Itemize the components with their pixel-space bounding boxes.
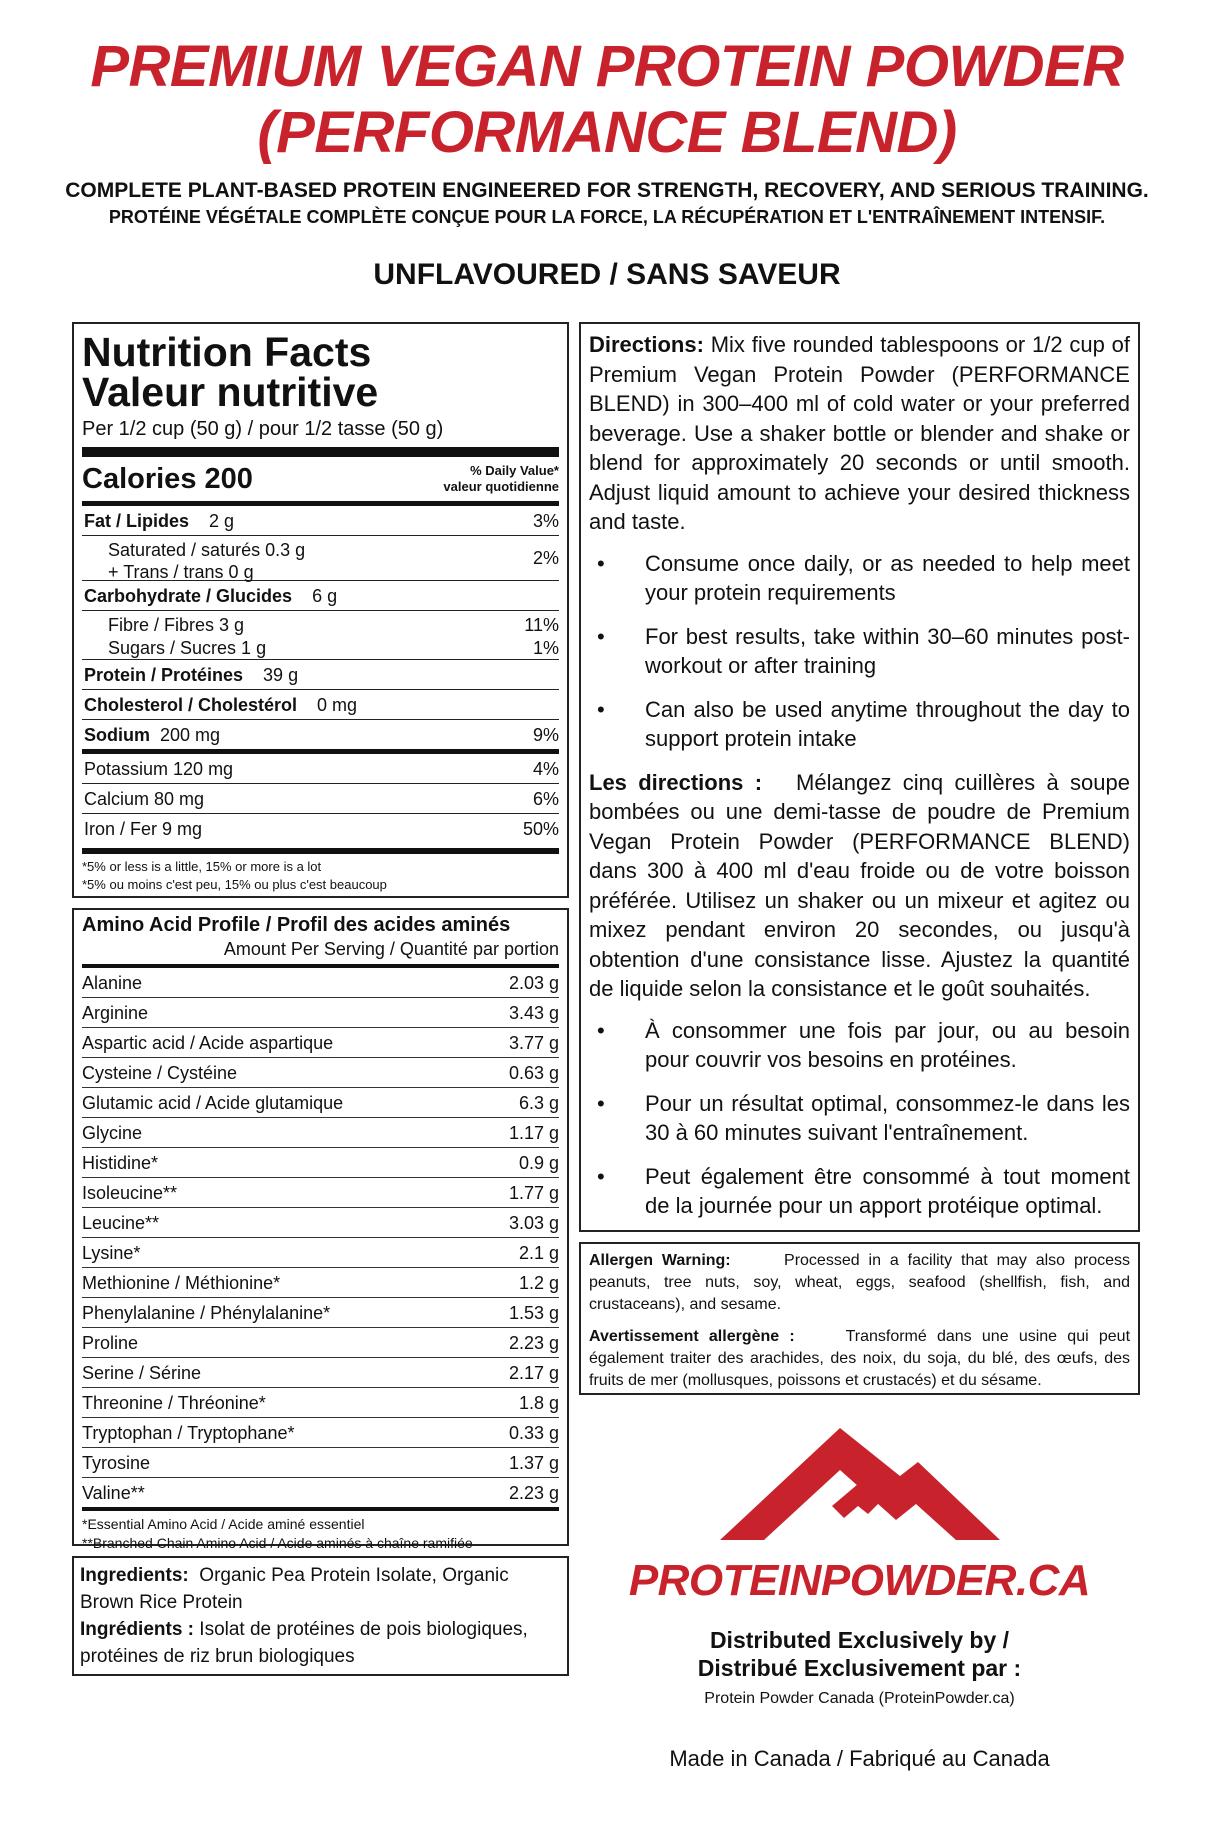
distributed-by (579, 1626, 1140, 1682)
nutrient-label: Protein / Protéines (84, 665, 244, 685)
amino-name: Alanine (82, 973, 143, 993)
amino-value: 0.33 g (508, 1423, 559, 1443)
nutrient-row-iron (82, 814, 559, 843)
nutrient-row-saturated-trans (82, 536, 559, 581)
amino-value: 1.2 g (518, 1273, 559, 1293)
nutrient-label: Calcium 80 mg (84, 789, 205, 809)
nutrient-row-protein (82, 660, 559, 690)
direction-bullet (589, 1162, 1130, 1221)
amino-row (82, 1118, 559, 1148)
nutrient-label: Sodium (84, 725, 150, 745)
ingredients-en (80, 1562, 561, 1616)
amino-subtitle: Amount Per Serving / Quantité par portion (82, 939, 559, 968)
amino-footnote-1: *Essential Amino Acid / Acide aminé essentiel (82, 1516, 365, 1532)
nutrient-saturated: Saturated / saturés 0.3 g (108, 540, 306, 560)
amino-name: Valine** (82, 1483, 145, 1503)
ingredients-label-fr: Ingrédients : (80, 1619, 195, 1640)
bullet-icon: • (597, 696, 605, 722)
amino-name: Tryptophan / Tryptophane* (82, 1423, 295, 1443)
amino-value: 0.63 g (508, 1063, 559, 1083)
calories-row (82, 457, 559, 506)
allergen-label-en: Allergen Warning: (589, 1252, 731, 1269)
directions-panel (579, 322, 1140, 1232)
amino-row (82, 998, 559, 1028)
nutrient-label: Fat / Lipides (84, 511, 190, 531)
nutrient-dv: 4% (532, 759, 559, 779)
direction-bullet (589, 1089, 1130, 1148)
daily-value-label-fr: valeur quotidienne (443, 479, 559, 494)
amino-name: Isoleucine** (82, 1183, 178, 1203)
bullet-text: Peut également être consommé à tout moment de la journée pour un apport protéique optimal. (645, 1163, 1130, 1218)
title-line-2: (PERFORMANCE BLEND) (257, 100, 957, 165)
nutrient-fibre: Fibre / Fibres 3 g (108, 615, 245, 635)
amino-row (82, 1058, 559, 1088)
nutrient-label: Carbohydrate / Glucides (84, 586, 293, 606)
nutrient-dv: 9% (532, 725, 559, 745)
nutrient-label: Iron / Fer 9 mg (84, 819, 203, 839)
direction-bullet (589, 622, 1130, 681)
amino-name: Proline (82, 1333, 139, 1353)
amino-value: 0.9 g (518, 1153, 559, 1173)
amino-title: Amino Acid Profile / Profil des acides aminés (82, 914, 511, 936)
amino-row (82, 1358, 559, 1388)
flavour-label: UNFLAVOURED / SANS SAVEUR (373, 258, 841, 291)
bullet-icon: • (597, 1017, 605, 1043)
amino-row (82, 1238, 559, 1268)
allergen-text-fr: Transformé dans une usine qui peut également traiter des arachides, des noix, du soja, du blé, des œufs, des fruits de mer (mollusques, poissons et crustacés) et du sésame. (589, 1328, 1131, 1389)
allergen-fr (589, 1326, 1130, 1392)
nutrition-title (82, 329, 559, 415)
amino-value: 2.17 g (508, 1363, 559, 1383)
amino-name: Glycine (82, 1123, 143, 1143)
amino-value: 2.23 g (508, 1483, 559, 1503)
amino-value: 6.3 g (518, 1093, 559, 1113)
amino-value: 1.17 g (508, 1123, 559, 1143)
directions-label-fr: Les directions : (589, 769, 763, 795)
direction-bullet (589, 549, 1130, 608)
amino-value: 1.53 g (508, 1303, 559, 1323)
amino-row (82, 1328, 559, 1358)
amino-value: 2.1 g (518, 1243, 559, 1263)
bullet-icon: • (597, 550, 605, 576)
nutrient-row-fat (82, 506, 559, 536)
made-in-canada: Made in Canada / Fabriqué au Canada (669, 1746, 1050, 1771)
nutrition-title-fr: Valeur nutritive (82, 369, 379, 415)
nutrition-footnote (82, 848, 559, 894)
amino-name: Histidine* (82, 1153, 159, 1173)
directions-text-fr: Mélangez cinq cuillères à soupe bombées ou une demi-tasse de poudre de Premium Vegan Protein Powder (PERFORMANCE BLEND) dans 300 à 400 ml d'eau froide ou de votre boisson préférée. Utilisez un shaker ou un mixeur et agitez ou mixez pendant environ 20 secondes, ou jusqu'à obtention d'une consistance lisse. Ajustez la quantité de liquide selon la consistance et le goût souhaités. (589, 769, 1130, 1001)
bullet-text: À consommer une fois par jour, ou au besoin pour couvrir vos besoins en protéines. (645, 1017, 1130, 1072)
nutrition-facts-panel (72, 322, 569, 898)
nutrient-amount: 2 g (209, 511, 235, 531)
nutrition-title-en: Nutrition Facts (82, 329, 372, 375)
amino-footnote-2: **Branched Chain Amino Acid / Acide aminés à chaîne ramifiée (82, 1535, 473, 1551)
nutrient-trans: + Trans / trans 0 g (108, 562, 254, 582)
amino-acid-panel (72, 908, 569, 1551)
nutrient-amount: 200 mg (160, 725, 221, 745)
bullet-text: Pour un résultat optimal, consommez-le dans les 30 à 60 minutes suivant l'entraînement. (645, 1090, 1130, 1145)
ingredients-text-en: Organic Pea Protein Isolate, Organic Brown Rice Protein (80, 1565, 509, 1613)
amino-row (82, 1448, 559, 1478)
nutrient-row-cholesterol (82, 690, 559, 720)
daily-value-label-en: % Daily Value* (470, 463, 559, 478)
ingredients-panel (72, 1556, 569, 1676)
nutrient-amount: 0 mg (317, 695, 358, 715)
amino-row (82, 1148, 559, 1178)
nutrient-row-potassium (82, 754, 559, 784)
serving-size: Per 1/2 cup (50 g) / pour 1/2 tasse (50 g) (82, 418, 559, 457)
ingredients-fr (80, 1616, 561, 1670)
amino-value: 2.03 g (508, 973, 559, 993)
ingredients-label-en: Ingredients: (80, 1565, 189, 1586)
nutrient-dv: 50% (522, 819, 559, 839)
amino-name: Tyrosine (82, 1453, 151, 1473)
nutrient-dv: 2% (532, 548, 559, 568)
amino-row (82, 1178, 559, 1208)
amino-name: Lysine* (82, 1243, 141, 1263)
direction-bullet (589, 1016, 1130, 1075)
amino-name: Serine / Sérine (82, 1363, 202, 1383)
nutrient-dv: 11% (524, 615, 559, 635)
nutrient-sugars: Sugars / Sucres 1 g (108, 638, 267, 658)
distributed-en: Distributed Exclusively by / (709, 1627, 1010, 1653)
amino-name: Phenylalanine / Phénylalanine* (82, 1303, 331, 1323)
allergen-panel (579, 1242, 1140, 1395)
amino-value: 1.37 g (508, 1453, 559, 1473)
ingredients-text-fr: Isolat de protéines de pois biologiques, protéines de riz brun biologiques (80, 1619, 528, 1667)
subtitle-french: PROTÉINE VÉGÉTALE COMPLÈTE CONÇUE POUR LA FORCE, LA RÉCUPÉRATION ET L'ENTRAÎNEMENT INTENSIF. (108, 207, 1106, 227)
directions-en (589, 330, 1130, 537)
amino-name: Leucine** (82, 1213, 160, 1233)
distributed-fr: Distribué Exclusivement par : (697, 1655, 1022, 1681)
directions-bullets-en (589, 549, 1130, 754)
title-line-1: PREMIUM VEGAN PROTEIN POWDER (90, 34, 1124, 99)
bullet-text: Can also be used anytime throughout the day to support protein intake (645, 696, 1130, 751)
footnote-fr: *5% ou moins c'est peu, 15% ou plus c'est beaucoup (82, 877, 387, 892)
amino-row (82, 1088, 559, 1118)
amino-row (82, 1298, 559, 1328)
amino-row (82, 1208, 559, 1238)
nutrient-row-fibre-sugars (82, 611, 559, 660)
nutrient-amount: 39 g (263, 665, 299, 685)
allergen-label-fr: Avertissement allergène : (589, 1328, 795, 1345)
directions-bullets-fr (589, 1016, 1130, 1221)
calories: Calories 200 (82, 463, 253, 495)
nutrient-row-sodium (82, 720, 559, 754)
bullet-icon: • (597, 623, 605, 649)
amino-row (82, 1028, 559, 1058)
directions-fr (589, 768, 1130, 1004)
directions-text-en: Mix five rounded tablespoons or 1/2 cup of Premium Vegan Protein Powder (PERFORMANCE BLEND) in 300–400 ml of cold water or your preferred beverage. Use a shaker bottle or blender and shake or blend for approximately 20 seconds or until smooth. Adjust liquid amount to achieve your desired thickness and taste. (589, 332, 1130, 534)
amino-footnote (82, 1515, 559, 1553)
allergen-en (589, 1250, 1130, 1316)
amino-name: Arginine (82, 1003, 149, 1023)
amino-value: 1.8 g (518, 1393, 559, 1413)
product-title (0, 34, 1214, 166)
nutrient-label: Potassium 120 mg (84, 759, 234, 779)
amino-value: 3.43 g (508, 1003, 559, 1023)
nutrient-row-carbohydrate (82, 581, 559, 611)
amino-row (82, 1478, 559, 1511)
amino-row (82, 968, 559, 998)
brand-name: PROTEINPOWDER.CA (628, 1556, 1091, 1605)
amino-value: 2.23 g (508, 1333, 559, 1353)
nutrient-dv: 1% (532, 638, 559, 658)
amino-rows (82, 968, 559, 1511)
amino-name: Aspartic acid / Acide aspartique (82, 1033, 334, 1053)
bullet-icon: • (597, 1163, 605, 1189)
mountain-icon (720, 1428, 1000, 1540)
subtitle-english: COMPLETE PLANT-BASED PROTEIN ENGINEERED FOR STRENGTH, RECOVERY, AND SERIOUS TRAINING. (65, 179, 1149, 202)
daily-value-header (443, 463, 559, 495)
nutrient-row-calcium (82, 784, 559, 814)
nutrient-dv: 3% (532, 511, 559, 531)
amino-row (82, 1388, 559, 1418)
bullet-icon: • (597, 1090, 605, 1116)
amino-row (82, 1268, 559, 1298)
nutrient-amount: 6 g (312, 586, 338, 606)
nutrient-dv: 6% (532, 789, 559, 809)
amino-name: Cysteine / Cystéine (82, 1063, 238, 1083)
amino-name: Methionine / Méthionine* (82, 1273, 281, 1293)
amino-name: Threonine / Thréonine* (82, 1393, 266, 1413)
bullet-text: Consume once daily, or as needed to help meet your protein requirements (645, 550, 1130, 605)
direction-bullet (589, 695, 1130, 754)
allergen-text-en: Processed in a facility that may also process peanuts, tree nuts, soy, wheat, eggs, seafood (shellfish, fish, and crustaceans), and sesame. (589, 1252, 1131, 1313)
footnote-en: *5% or less is a little, 15% or more is a lot (82, 859, 322, 874)
directions-label-en: Directions: (589, 332, 704, 357)
bullet-text: For best results, take within 30–60 minutes post-workout or after training (645, 623, 1130, 678)
nutrient-label: Cholesterol / Cholestérol (84, 695, 298, 715)
amino-row (82, 1418, 559, 1448)
amino-value: 3.03 g (508, 1213, 559, 1233)
amino-name: Glutamic acid / Acide glutamique (82, 1093, 344, 1113)
company-name: Protein Powder Canada (ProteinPowder.ca) (704, 1690, 1015, 1707)
amino-value: 3.77 g (508, 1033, 559, 1053)
amino-value: 1.77 g (508, 1183, 559, 1203)
